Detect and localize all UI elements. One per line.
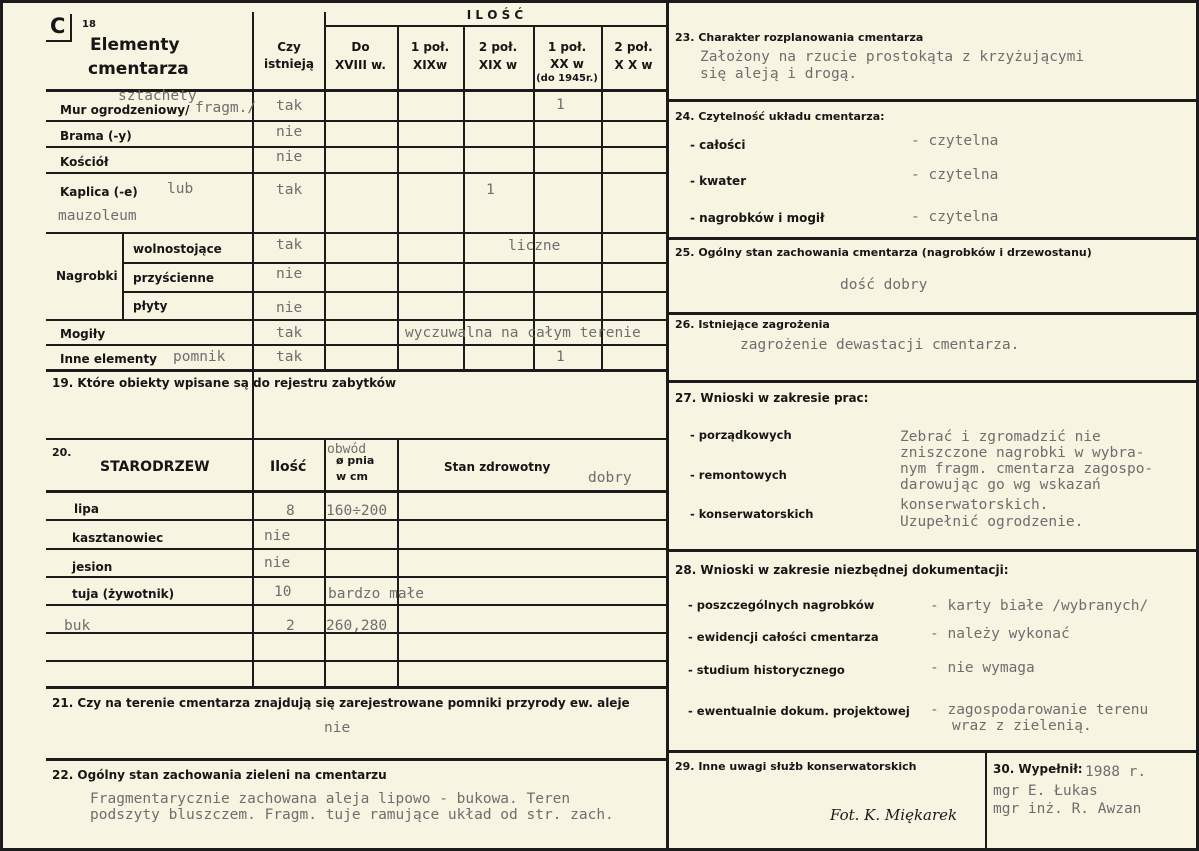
r-line-23 — [668, 99, 1199, 102]
kaplica-exists: tak — [276, 182, 303, 198]
plyty-exists: nie — [276, 300, 303, 316]
inne-exists: tak — [276, 349, 303, 365]
s26-label: 26. Istniejące zagrożenia — [675, 318, 830, 331]
tree-name-0: lipa — [74, 502, 99, 516]
kaplica-typed: lub — [167, 181, 194, 197]
s20-bottom — [46, 686, 666, 689]
wolnostojace-note: liczne — [508, 238, 561, 254]
row-line-1 — [46, 120, 666, 122]
s30-year: 1988 r. — [1085, 764, 1147, 780]
s20-col-obwod — [324, 438, 326, 687]
col-czy-2: istnieją — [264, 57, 314, 71]
tree-size-0: 160÷200 — [326, 503, 388, 519]
r-line-25 — [668, 312, 1199, 315]
s27-label: 27. Wnioski w zakresie prac: — [675, 391, 869, 405]
ilosc-underline — [324, 25, 666, 27]
s20-h-obwod: obwód — [327, 442, 367, 457]
frame-top — [0, 0, 1199, 3]
s27-konserwatorskich: - konserwatorskich — [690, 507, 814, 521]
tree-size-4: 260,280 — [326, 618, 388, 634]
col-1p20-1: 1 poł. — [547, 40, 587, 54]
s20-header-bottom — [46, 490, 666, 493]
row-line-6 — [122, 291, 666, 293]
s24-calosci: - całości — [690, 138, 746, 152]
s23-label: 23. Charakter rozplanowania cmentarza — [675, 31, 924, 44]
wolnostojace-exists: tak — [276, 237, 303, 253]
r-line-24 — [668, 237, 1199, 240]
tree-name-3: tuja (żywotnik) — [72, 587, 175, 601]
s19-label: 19. Które obiekty wpisane są do rejestru zabytków — [52, 376, 397, 390]
s21-value: nie — [324, 720, 351, 736]
row-line-4 — [46, 232, 666, 234]
s26-value: zagrożenie dewastacji cmentarza. — [740, 337, 1020, 353]
s24-value-1: - czytelna — [911, 133, 999, 149]
s20-row-2 — [46, 548, 666, 550]
kaplica-count: 1 — [486, 182, 495, 198]
przyscienne-label: przyścienne — [133, 271, 215, 285]
kaplica-label: Kaplica (-e) — [60, 185, 138, 199]
s28-r3-label: - studium historycznego — [688, 663, 845, 677]
tree-size-3: bardzo małe — [328, 586, 425, 602]
s28-r3-value: - nie wymaga — [930, 660, 1035, 676]
col-do-1: Do — [351, 40, 370, 54]
col-1p19-2: XIXw — [412, 58, 448, 72]
s27-line-5: Uzupełnić ogrodzenie. — [900, 514, 1084, 530]
main-divider — [666, 0, 669, 851]
code-letter: C — [50, 14, 66, 38]
elements-title-1: Elementy — [90, 35, 180, 55]
s20-row-6 — [46, 660, 666, 662]
kosciol-exists: nie — [276, 149, 303, 165]
s30-name-2: mgr inż. R. Awzan — [993, 801, 1142, 817]
s27-line-0: Zebrać i zgromadzić nie — [900, 429, 1101, 445]
kosciol-label: Kościół — [60, 155, 109, 169]
tree-count-0: 8 — [286, 503, 295, 519]
s28-r4-value-1: - zagospodarowanie terenu — [930, 702, 1149, 718]
col-1p20-2: XX w — [550, 57, 584, 71]
s25-value: dość dobry — [840, 277, 928, 293]
mauzoleum-typed: mauzoleum — [58, 208, 137, 224]
r-divider-29-30 — [985, 750, 987, 851]
s28-label: 28. Wnioski w zakresie niezbędnej dokumentacji: — [675, 563, 1009, 577]
tree-name-1: kasztanowiec — [72, 531, 164, 545]
s24-value-3: - czytelna — [911, 209, 999, 225]
s20-h-wcm: w cm — [336, 470, 368, 483]
s20-h-stan: Stan zdrowotny — [444, 460, 551, 474]
s27-remontowych: - remontowych — [690, 468, 787, 482]
s23-line-2: się aleją i drogą. — [700, 66, 858, 82]
row-line-7 — [46, 319, 666, 321]
przyscienne-exists: nie — [276, 266, 303, 282]
s30-label: 30. Wypełnił: — [993, 762, 1083, 776]
row-line-9 — [46, 369, 666, 372]
row-line-2 — [46, 146, 666, 148]
s20-top — [46, 438, 666, 440]
s20-num: 20. — [52, 446, 72, 459]
col-czy-1: Czy — [277, 40, 301, 54]
col-2p20-2: X X w — [614, 58, 653, 72]
mur-typed: fragm./ — [195, 100, 257, 116]
s29-label: 29. Inne uwagi służb konserwatorskich — [675, 760, 917, 773]
s20-row-3 — [46, 576, 666, 578]
s22-line-1: Fragmentarycznie zachowana aleja lipowo - bukowa. Teren — [90, 791, 571, 807]
tree-count-2: nie — [264, 555, 291, 571]
s28-r4-value-2: wraz z zielenią. — [952, 718, 1092, 734]
tree-count-4: 2 — [286, 618, 295, 634]
s21-label: 21. Czy na terenie cmentarza znajdują się zarejestrowane pomniki przyrody ew. aleje — [52, 696, 630, 710]
inne-label: Inne elementy — [60, 352, 158, 366]
s24-value-2: - czytelna — [911, 167, 999, 183]
tree-count-3: 10 — [274, 584, 292, 600]
col-2p19-1: 2 poł. — [478, 40, 518, 54]
tree-name-2: jesion — [72, 560, 113, 574]
s28-r1-label: - poszczególnych nagrobków — [688, 598, 875, 612]
s20-stan-value: dobry — [588, 470, 632, 486]
s28-r4-label: - ewentualnie dokum. projektowej — [688, 704, 910, 718]
brama-exists: nie — [276, 124, 303, 140]
frame-bottom — [0, 848, 1199, 851]
row-line-3 — [46, 172, 666, 174]
elements-title-2: cmentarza — [88, 59, 189, 79]
mogily-label: Mogiły — [60, 327, 106, 341]
s27-line-3: darowując go wg wskazań — [900, 477, 1101, 493]
photo-credit: Fot. K. Miękarek — [830, 806, 958, 824]
plyty-label: płyty — [133, 299, 168, 313]
s24-kwater: - kwater — [690, 174, 747, 188]
s28-r1-value: - karty białe /wybranych/ — [930, 598, 1149, 614]
nagrobki-divider — [122, 233, 124, 320]
s22-label: 22. Ogólny stan zachowania zieleni na cmentarzu — [52, 768, 387, 782]
mur-label: Mur ogrodzeniowy/ — [60, 103, 190, 117]
s20-h-pnia: ø pnia — [336, 454, 375, 467]
s20-col-stan — [397, 438, 399, 687]
s20-row-4 — [46, 604, 666, 606]
mur-count: 1 — [556, 97, 565, 113]
s21-bottom — [46, 758, 666, 761]
s24-label: 24. Czytelność układu cmentarza: — [675, 110, 885, 123]
s27-porzadkowych: - porządkowych — [690, 428, 792, 442]
s28-r2-value: - należy wykonać — [930, 626, 1070, 642]
s20-h-ilosc: Ilość — [270, 459, 307, 475]
inne-typed: pomnik — [173, 349, 226, 365]
tree-count-1: nie — [264, 528, 291, 544]
s27-line-1: zniszczone nagrobki w wybra- — [900, 445, 1145, 461]
s28-r2-label: - ewidencji całości cmentarza — [688, 630, 879, 644]
mur-exists: tak — [276, 98, 303, 114]
col-do-2: XVIII w. — [335, 58, 386, 72]
brama-label: Brama (-y) — [60, 129, 132, 143]
tree-name-4: buk — [64, 618, 91, 634]
col-2p20-1: 2 poł. — [614, 40, 653, 54]
r-line-27 — [668, 549, 1199, 552]
frame-left — [0, 0, 3, 851]
r-line-26 — [668, 380, 1199, 383]
inne-count: 1 — [556, 349, 565, 365]
s30-name-1: mgr E. Łukas — [993, 783, 1098, 799]
ilosc-header: I L O Ś Ć — [466, 8, 524, 22]
nagrobki-label: Nagrobki — [56, 269, 118, 283]
s20-h-staro: STARODRZEW — [100, 459, 210, 475]
r-line-28 — [668, 750, 1199, 753]
s22-line-2: podszyty bluszczem. Fragm. tuje ramujące układ od str. zach. — [90, 807, 614, 823]
row-line-8 — [46, 344, 666, 346]
code-number: 18 — [82, 19, 96, 30]
s24-nagrobkow: - nagrobków i mogił — [690, 211, 825, 225]
mogily-exists: tak — [276, 325, 303, 341]
col-1p20-3: (do 1945r.) — [536, 73, 598, 84]
mur-typed-top: sztachety — [118, 88, 197, 104]
s27-line-4: konserwatorskich. — [900, 497, 1049, 513]
s20-row-1 — [46, 519, 666, 521]
frame-right — [1196, 0, 1199, 851]
s25-label: 25. Ogólny stan zachowania cmentarza (nagrobków i drzewostanu) — [675, 246, 1092, 259]
row-line-5 — [122, 262, 666, 264]
s23-line-1: Założony na rzucie prostokąta z krzyżującymi — [700, 49, 1085, 65]
mogily-note: wyczuwalna na całym terenie — [405, 325, 641, 341]
col-2p19-2: XIX w — [478, 58, 518, 72]
col-1p19-1: 1 poł. — [410, 40, 450, 54]
wolnostojace-label: wolnostojące — [133, 242, 222, 256]
s27-line-2: nym fragm. cmentarza zagospo- — [900, 461, 1154, 477]
